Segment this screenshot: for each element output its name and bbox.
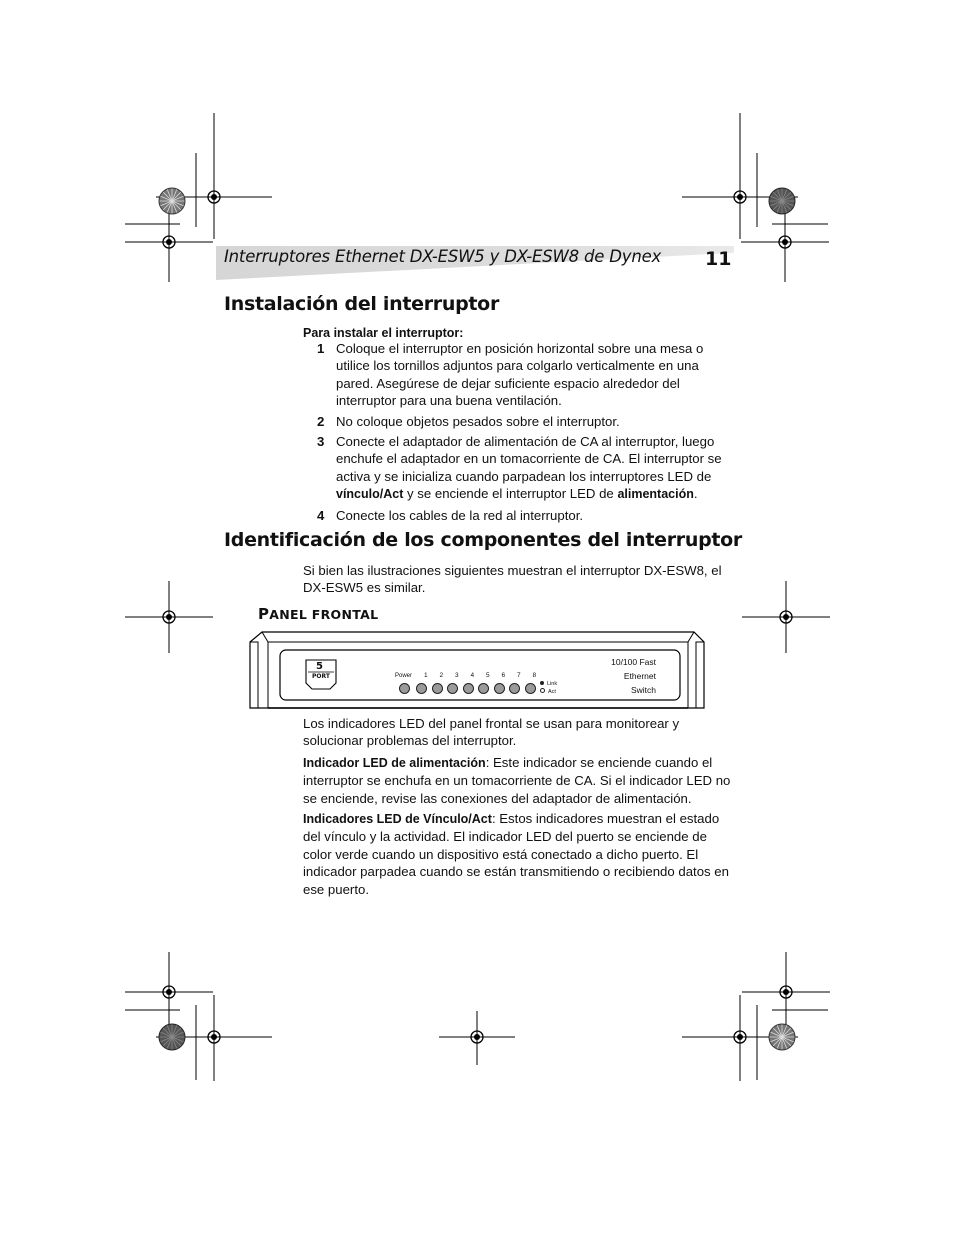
port-number: 4 [470, 672, 475, 679]
port-led [447, 683, 458, 694]
power-led-term: Indicador LED de alimentación [303, 756, 486, 770]
port-number-labels [418, 672, 542, 679]
link-dot-icon [540, 681, 544, 685]
port-led [478, 683, 489, 694]
port-led [525, 683, 536, 694]
subheading-initial: P [258, 605, 270, 623]
color-target-icon [767, 186, 797, 216]
front-panel-illustration [248, 628, 708, 719]
step-item [303, 413, 733, 430]
step-number: 1 [317, 341, 325, 356]
port-number: 6 [501, 672, 506, 679]
color-target-icon [767, 1022, 797, 1052]
power-led-description [303, 754, 731, 807]
section-heading-installation: Instalación del interruptor [224, 293, 500, 315]
product-label-line: Switch [630, 685, 656, 695]
link-act-term: vínculo/Act [336, 487, 404, 502]
step-text: Coloque el interruptor en posición horizontal sobre una mesa o utilice los tornillos adjuntos para colgarlo verticalmente en una pared. Asegúrese de dejar suficiente espacio alrededor del interruptor para una buena ventilación. [336, 341, 704, 409]
link-act-led-text: : Estos indicadores muestran el estado del vínculo y la actividad. El indicador LED del puerto se enciende de color verde cuando un dispositivo está conectado a dicho puerto. El indicador parpadea cuando se están transmitiendo o recibiendo datos en ese puerto. [303, 811, 729, 897]
port-badge-label: PORT [312, 673, 330, 680]
step-text-part: . [693, 486, 698, 502]
step-item [303, 433, 733, 504]
running-header: Interruptores Ethernet DX-ESW5 y DX-ESW8 de Dynex [224, 247, 662, 266]
link-act-led-description [303, 810, 731, 898]
power-led-label: Power [395, 673, 413, 679]
power-led-text: : Este indicador se enciende cuando el interruptor se enchufa en un tomacorriente de CA. Si el indicador LED no se enciende, revise las conexiones del adaptador de alimentación. [303, 755, 731, 806]
power-term: alimentación [617, 487, 694, 502]
color-target-icon [157, 1022, 187, 1052]
step-text-part: Conecte el adaptador de alimentación de CA al interruptor, luego enchufe el adaptador en un tomacorriente de CA. El interruptor se activa y se inicializa cuando parpadean los interruptores LED de [336, 434, 722, 484]
port-number: 1 [423, 672, 428, 679]
link-act-led-term: Indicadores LED de Vínculo/Act [303, 812, 492, 826]
subheading-front-panel [258, 605, 378, 623]
color-target-icon [157, 186, 187, 216]
step-number: 3 [317, 434, 325, 450]
port-led [494, 683, 505, 694]
step-number: 2 [317, 413, 325, 429]
led-row [399, 683, 536, 694]
port-led [509, 683, 520, 694]
port-badge-number: 5 [316, 661, 323, 672]
led-legend [540, 681, 557, 695]
product-label-line: 10/100 Fast [611, 657, 656, 667]
step-text: No coloque objetos pesados sobre el interruptor. [336, 413, 620, 429]
port-led [463, 683, 474, 694]
components-intro: Si bien las ilustraciones siguientes muestran el interruptor DX-ESW8, el DX-ESW5 es similar. [303, 563, 722, 596]
port-number: 7 [516, 672, 521, 679]
product-label-line: Ethernet [623, 671, 656, 681]
product-label [584, 655, 656, 697]
port-led [416, 683, 427, 694]
step-text [336, 433, 733, 504]
step-number: 4 [317, 507, 325, 523]
steps-intro-label: Para instalar el interruptor: [303, 326, 464, 340]
legend-act: Act [548, 688, 556, 695]
port-number: 5 [485, 672, 490, 679]
port-led [432, 683, 443, 694]
page-number: 11 [705, 248, 732, 270]
subheading-rest: ANEL FRONTAL [269, 607, 379, 622]
front-panel-description: Los indicadores LED del panel frontal se usan para monitorear y solucionar problemas del interruptor. [303, 716, 680, 749]
legend-link: Link [547, 681, 558, 687]
installation-steps [303, 340, 733, 527]
power-led [399, 683, 410, 694]
port-number: 8 [532, 672, 537, 679]
section-heading-components: Identificación de los componentes del interruptor [224, 529, 742, 551]
act-dot-icon [540, 688, 545, 693]
step-item [303, 507, 733, 524]
port-number: 3 [454, 672, 459, 679]
step-text-part: y se enciende el interruptor LED de [403, 486, 618, 502]
step-item [303, 340, 733, 410]
step-text: Conecte los cables de la red al interruptor. [336, 507, 584, 523]
port-number: 2 [439, 672, 444, 679]
